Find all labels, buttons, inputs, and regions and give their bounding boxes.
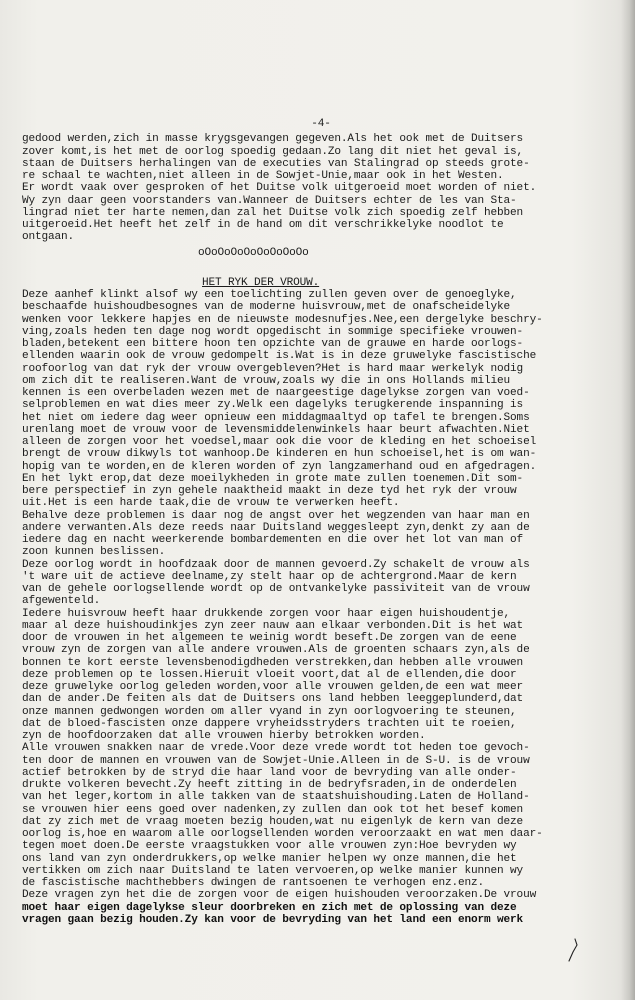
text-line: zyn de hoofdoorzaken dat alle vrouwen hierby betrokken worden. (22, 730, 426, 742)
text-line: moet haar eigen dagelykse sleur doorbreken en zich met de oplossing van deze (22, 901, 517, 914)
text-line: om zich dit te realiseren.Want de vrouw,zoals wy die in ons Hollands milieu (22, 374, 511, 387)
text-line: wenken voor lekkere hapjes en de nieuwste modesnufjes.Nee,een dergelyke beschry- (22, 313, 543, 326)
text-line: dan de ander.De feiten als dat de Duitsers ons land hebben leeggeplunderd,dat (22, 693, 524, 706)
text-line: de fascistische machthebbers dwingen de rantsoenen te verhogen enz.enz. (22, 877, 485, 889)
section-separator: oOoOoOoOoOoOoOoOo (198, 246, 309, 259)
text-line: iedere dag en nacht weerkerende bombardementen en die over het lot van man of (22, 534, 524, 546)
text-line: uitgeroeid.Het heeft het zelf in de hand om dit verschrikkelyke noodlot te (22, 219, 504, 231)
text-line: afgewenteld. (22, 595, 101, 608)
text-line: van de gehele oorlogsellende wordt op de ontvankelyke passiviteit van de vrouw (22, 583, 530, 595)
page-number: -4- (311, 118, 331, 130)
text-line: ving,zoals heden ten dage nog wordt opgedischt in sommige specifieke vrouwen- (22, 325, 524, 338)
text-line: En het lykt erop,dat deze moeilykheden in grote mate zullen toenemen.Dit som- (22, 472, 524, 485)
text-line: zoon kunnen beslissen. (22, 546, 166, 559)
article-body (22, 289, 620, 902)
text-line: Alle vrouwen snakken naar de vrede.Voor deze vrede wordt tot heden toe gevoch- (22, 742, 530, 755)
text-line: lingrad niet ter harte nemen,dan zal het Duitse volk zich spoedig zelf hebben (22, 206, 524, 219)
text-line: deze problemen op te lossen.Hieruit vloeit voort,dat al de ellenden,die door (22, 668, 517, 681)
text-line: bladen,betekent een bittere hoon ten opzichte van de grauwe en harde oorlogs- (22, 338, 524, 350)
text-line: roofoorlog van dat ryk der vrouw overgebleven?Het is hard maar werkelyk nodig (22, 362, 524, 375)
text-line: Wy zyn daar geen voorstanders van.Wanneer de Duitsers echter de les van Sta- (22, 194, 517, 207)
text-line: door de vrouwen in het algemeen te weinig wordt beseft.De zorgen van de eene (22, 632, 517, 644)
text-line: hopig van te worden,en de kleren worden of zyn langzamerhand oud en afgedragen. (22, 460, 537, 473)
text-line: maar al deze huishoudinkjes zyn zeer nauw aan elkaar verbonden.Dit is het wat (22, 619, 524, 632)
text-line: tegen moet doen.De eerste vraagstukken voor alle vrouwen zyn:Hoe bevryden wy (22, 840, 517, 853)
pen-stroke-mark (565, 938, 581, 962)
text-line: deze gruwelyke oorlog geleden worden,voor alle vrouwen gelden,de een wat meer (22, 681, 524, 693)
typed-document (22, 118, 620, 926)
text-line: gedood werden,zich in masse krygsgevangen gegeven.Als het ook met de Duitsers (22, 133, 524, 146)
text-line: beschaafde huishoudbesognes van de moderne huisvrouw,met de onafscheidelyke (22, 301, 511, 314)
text-line: vertikken om zich naar Duitsland te laten vervoeren,op welke manier kunnen wy (22, 864, 524, 877)
intro-paragraph (22, 133, 620, 243)
text-line: Iedere huisvrouw heeft haar drukkende zorgen voor haar eigen huishoudentje, (22, 607, 511, 620)
text-line: oorlog is,hoe en waarom alle oorlogsellenden worden veroorzaakt en wat men daar- (22, 828, 543, 840)
text-line: Er wordt vaak over gesproken of het Duitse volk uitgeroeid moet worden of niet. (22, 182, 537, 195)
text-line: Deze oorlog wordt in hoofdzaak door de mannen gevoerd.Zy schakelt de vrouw als (22, 558, 530, 571)
text-line: van het leger,kortom in alle takken van de staatshuishouding.Laten de Holland- (22, 791, 530, 804)
text-line: dat de bloed-fascisten onze dappere vryheidsstryders trachten uit te roeien, (22, 717, 517, 730)
text-line: ellenden waarin ook de vrouw gedompelt is.Wat is in deze gruwelyke fascistische (22, 350, 537, 363)
text-line: selproblemen en wat dies meer zy.Welk een dagelyks terugkerende inspanning is (22, 399, 524, 412)
text-line: Deze aanhef klinkt alsof wy een toelichting zullen geven over de genoeglyke, (22, 289, 517, 301)
text-line: bere perspectief in zyn gehele naaktheid maakt in deze tyd het ryk der vrouw (22, 485, 517, 497)
text-line: 't ware uit de actieve deelname,zy stelt haar op de achtergrond.Maar de kern (22, 570, 517, 583)
text-line: andere verwanten.Als deze reeds naar Duitsland weggesleept zyn,denkt zy aan de (22, 521, 530, 534)
text-line: vrouw zyn de zorgen van alle andere vrouwen.Als de groenten schaars zyn,als de (22, 644, 530, 657)
text-line: alleen de zorgen voor het voedsel,maar ook die voor de kleding en het schoeisel (22, 436, 537, 448)
text-line: drukte volkeren bevecht.Zy heeft zitting in de bedryfsraden,in de onderdelen (22, 779, 517, 791)
text-line: ons land van zyn onderdrukkers,op welke manier helpen wy onze mannen,die het (22, 852, 517, 865)
text-line: bonnen te kort eerste levensbenodigdheden verstrekken,dan hebben alle vrouwen (22, 656, 524, 669)
text-line: ontgaan. (22, 231, 75, 244)
text-line: re schaal te wachten,niet alleen in de Sowjet-Unie,maar ook in het Westen. (22, 170, 504, 182)
text-line: urenlang moet de vrouw voor de levensmiddelenwinkels haar beurt afwachten.Niet (22, 423, 530, 436)
text-line: Deze vragen zyn het die de zorgen voor de eigen huishouden veroorzaken.De vrouw (22, 889, 537, 902)
text-line: staan de Duitsers herhalingen van de executies van Stalingrad op steeds grote- (22, 157, 530, 170)
text-line: onze mannen gedwongen worden om aller vyand in zyn oorlogvoering te steunen, (22, 705, 517, 718)
page-edge-shadow (621, 0, 635, 1000)
section-heading: HET RYK DER VROUW. (202, 276, 320, 289)
text-line: vragen gaan bezig houden.Zy kan voor de bevryding van het land een enorm werk (22, 913, 524, 926)
text-line: uit.Het is een harde taak,die de vrouw te verwerken heeft. (22, 497, 400, 510)
text-line: se vrouwen hier eens goed over nadenken,zy zullen dan ook tot het besef komen (22, 803, 524, 816)
text-line: brengt de vrouw dikwyls tot wanhoop.De kinderen en hun schoeisel,het is om wan- (22, 448, 537, 461)
text-line: actief betrokken by de stryd die haar land voor de bevryding van alle onder- (22, 766, 517, 779)
text-line: het niet om iedere dag weer opnieuw een middagmaaltyd op tafel te brengen.Soms (22, 411, 530, 424)
text-line: ten door de mannen en vrouwen van de Sowjet-Unie.Alleen in de S-U. is de vrouw (22, 754, 530, 767)
text-line: zover komt,is het met de oorlog spoedig gedaan.Zo lang dit niet het geval is, (22, 145, 524, 158)
text-line: dat zy zich met de vraag moeten bezig houden,wat nu eigenlyk de kern van deze (22, 815, 524, 828)
text-line: Behalve deze problemen is daar nog de angst over het wegzenden van haar man en (22, 509, 530, 522)
emphasized-closing-lines (22, 902, 620, 927)
text-line: kennen is een overbeladen wezen met de naargeestige dagelykse zorgen van voed- (22, 387, 530, 399)
